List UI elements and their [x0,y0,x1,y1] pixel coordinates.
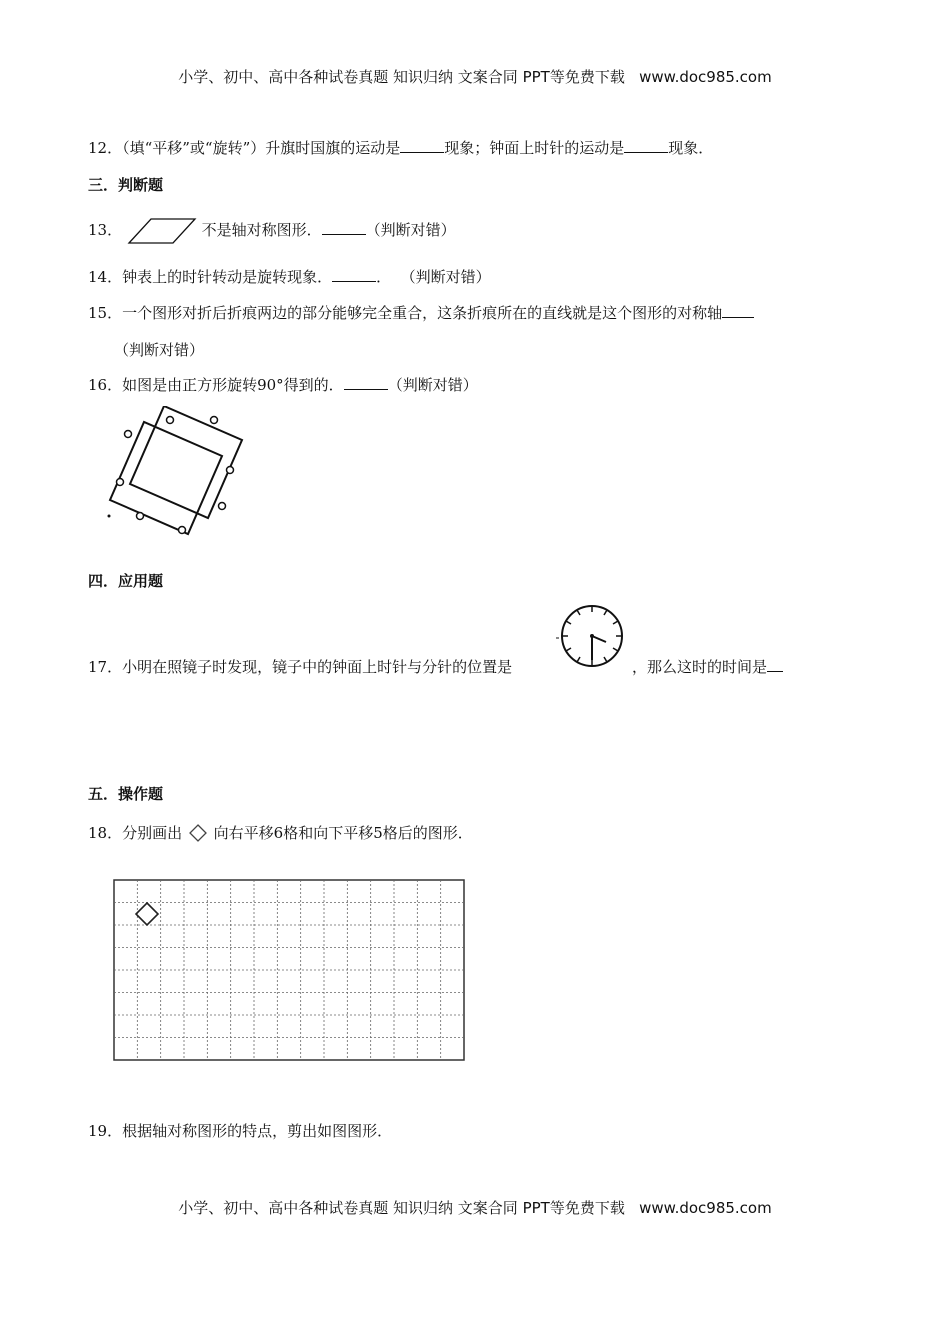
answer-blank[interactable] [624,138,668,153]
rotated-squares-figure [106,406,246,550]
parallelogram-figure [127,216,197,246]
footer-url[interactable]: www.doc985.com [639,1199,772,1217]
question-18: 18．分别画出 向右平移6格和向下平移5格后的图形． [88,823,473,845]
answer-blank[interactable] [344,375,388,390]
section-5-title: 五．操作题 [88,785,164,803]
question-12: 12．（填“平移”或“旋转”）升旗时国旗的运动是 现象；钟面上时针的运动是 现象． [88,139,714,157]
grid-diamond-shape [136,903,158,925]
answer-blank[interactable] [400,138,444,153]
question-19: 19．根据轴对称图形的特点，剪出如图图形． [88,1122,393,1140]
question-15-judge: （判断对错） [114,341,205,359]
question-16: 16．如图是由正方形旋转90°得到的． （判断对错） [88,376,478,394]
answer-blank[interactable] [322,220,366,235]
header-url[interactable]: www.doc985.com [639,68,772,86]
question-15: 15．一个图形对折后折痕两边的部分能够完全重合，这条折痕所在的直线就是这个图形的对称轴 [88,303,754,323]
answer-blank[interactable] [332,267,376,282]
mirror-clock-figure [556,602,630,672]
question-17: 17．小明在照镜子时发现，镜子中的钟面上时针与分针的位置是 [88,658,513,676]
question-17-tail: ，那么这时的时间是 [632,657,783,677]
small-diamond-icon [187,823,209,845]
page-header: 小学、初中、高中各种试卷真题 知识归纳 文案合同 PPT等免费下载 www.doc985.com [178,68,772,86]
section-4-title: 四．应用题 [88,572,164,590]
square-grid[interactable] [110,872,468,1066]
question-13: 13． 不是轴对称图形． （判断对错） [88,216,456,246]
answer-blank[interactable] [722,303,754,318]
section-3-title: 三．判断题 [88,176,164,194]
page-footer: 小学、初中、高中各种试卷真题 知识归纳 文案合同 PPT等免费下载 www.doc985.com [178,1199,772,1217]
answer-blank[interactable] [767,657,783,672]
question-14: 14．钟表上的时针转动是旋转现象． ． （判断对错） [88,268,491,286]
